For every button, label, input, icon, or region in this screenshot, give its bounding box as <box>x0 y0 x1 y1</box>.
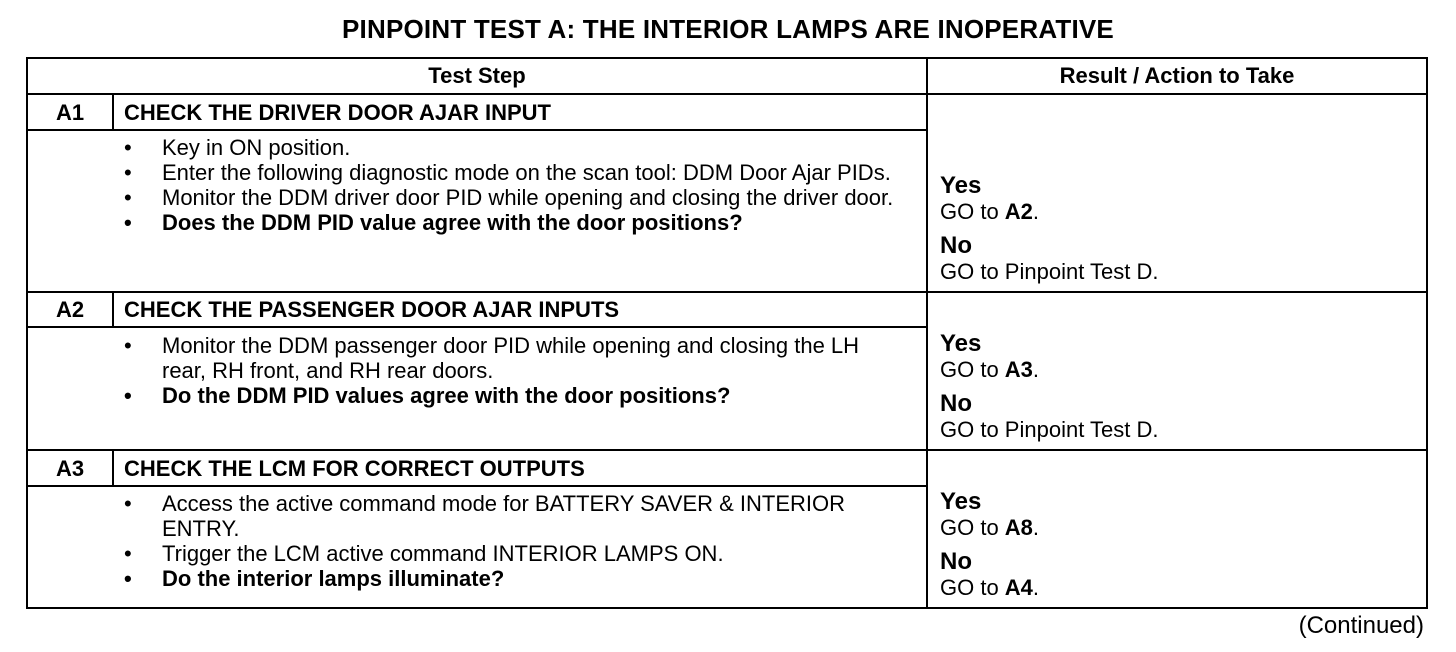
yes-target: A8 <box>1004 515 1033 540</box>
yes-label: Yes <box>940 172 982 199</box>
code-divider <box>112 451 114 486</box>
yes-action: GO to A8. <box>940 515 1040 540</box>
instruction-item: • Access the active command mode for BATTERY SAVER & INTERIOR ENTRY. <box>124 491 904 541</box>
instruction-item: • Trigger the LCM active command INTERIOR LAMPS ON. <box>124 541 904 566</box>
yes-label: Yes <box>940 330 982 357</box>
header-divider <box>28 93 1426 95</box>
no-target: A4 <box>1004 575 1033 600</box>
no-action: GO to Pinpoint Test D. <box>940 417 1159 442</box>
instruction-question: • Do the interior lamps illuminate? <box>124 566 904 591</box>
no-label: No <box>940 232 972 259</box>
step-heading: CHECK THE PASSENGER DOOR AJAR INPUTS <box>124 297 620 322</box>
no-action: GO to Pinpoint Test D. <box>940 259 1159 284</box>
row-divider <box>28 291 1426 293</box>
instruction-question: • Does the DDM PID value agree with the door positions? <box>124 210 904 235</box>
step-result <box>940 489 1039 601</box>
step-heading-divider <box>28 129 926 131</box>
step-heading: CHECK THE DRIVER DOOR AJAR INPUT <box>124 100 551 125</box>
instruction-question: • Do the DDM PID values agree with the door positions? <box>124 383 904 408</box>
instruction-item: • Monitor the DDM driver door PID while opening and closing the driver door. <box>124 185 904 210</box>
step-result <box>940 173 1158 285</box>
yes-action: GO to A2. <box>940 199 1040 224</box>
yes-action: GO to A3. <box>940 357 1040 382</box>
instruction-item: • Enter the following diagnostic mode on the scan tool: DDM Door Ajar PIDs. <box>124 160 904 185</box>
step-instructions <box>124 135 904 235</box>
column-divider <box>926 59 928 607</box>
step-instructions <box>124 333 904 408</box>
step-heading-divider <box>28 326 926 328</box>
step-instructions <box>124 491 904 591</box>
step-code: A1 <box>55 100 85 125</box>
pinpoint-test-table <box>26 57 1428 609</box>
yes-target: A2 <box>1004 199 1033 224</box>
step-heading: CHECK THE LCM FOR CORRECT OUTPUTS <box>124 456 585 481</box>
header-result: Result / Action to Take <box>1059 63 1295 88</box>
step-result <box>940 331 1158 443</box>
yes-target: A3 <box>1004 357 1033 382</box>
no-label: No <box>940 390 972 417</box>
step-code: A2 <box>55 297 85 322</box>
step-heading-divider <box>28 485 926 487</box>
header-test-step: Test Step <box>428 63 526 88</box>
page-title: PINPOINT TEST A: THE INTERIOR LAMPS ARE INOPERATIVE <box>342 14 1114 44</box>
instruction-item: • Monitor the DDM passenger door PID while opening and closing the LH rear, RH front, and RH rear doors. <box>124 333 904 383</box>
instruction-item: • Key in ON position. <box>124 135 904 160</box>
step-code: A3 <box>55 456 85 481</box>
code-divider <box>112 95 114 130</box>
code-divider <box>112 293 114 327</box>
no-label: No <box>940 548 972 575</box>
row-divider <box>28 449 1426 451</box>
yes-label: Yes <box>940 488 982 515</box>
continued-note: (Continued) <box>1298 612 1424 639</box>
no-action: GO to A4. <box>940 575 1040 600</box>
